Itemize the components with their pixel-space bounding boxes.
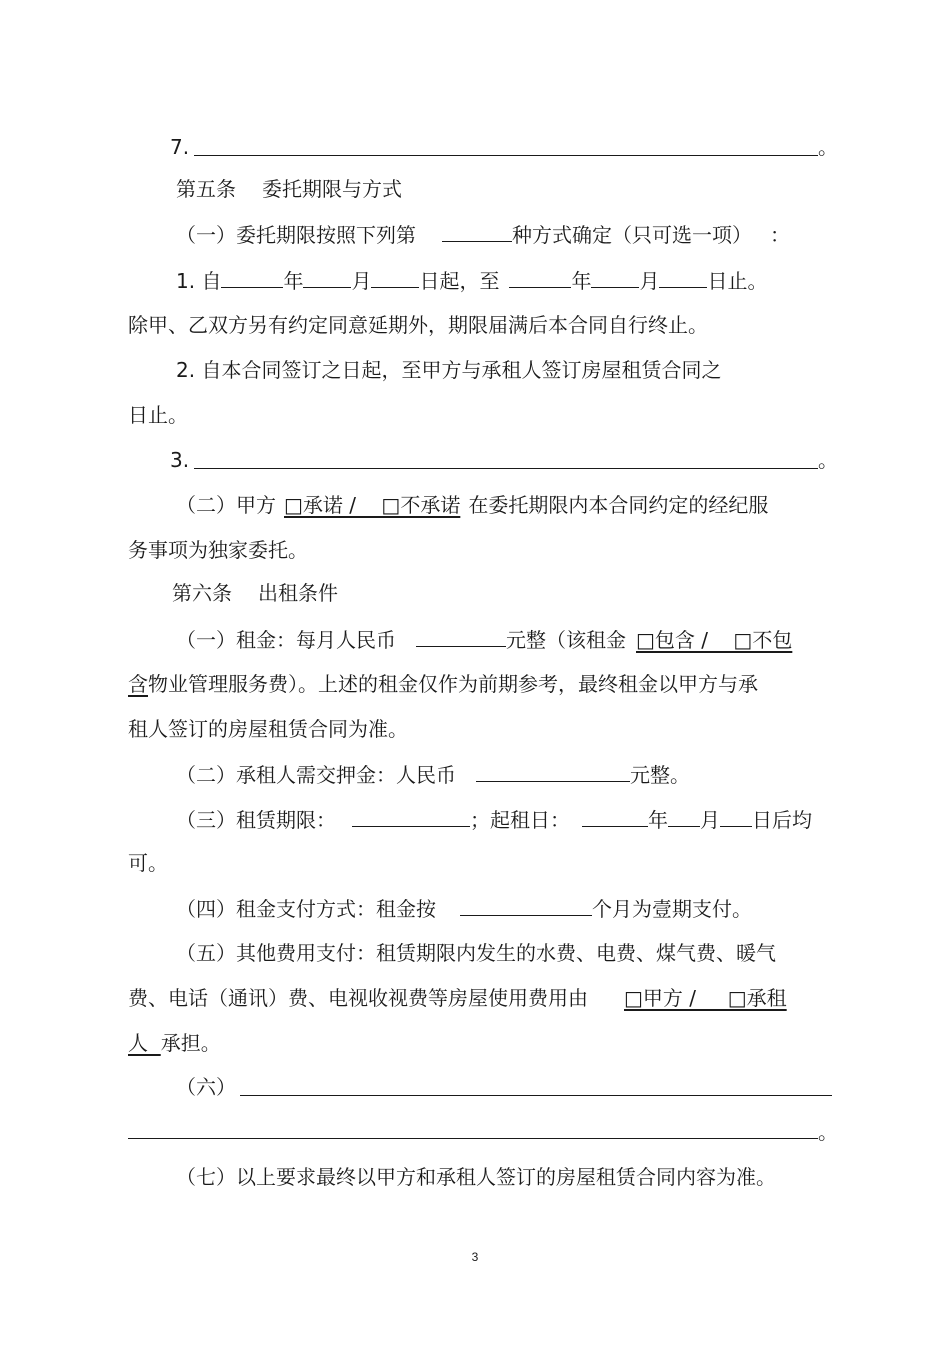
fill-in-blank: [659, 265, 707, 288]
option-choice: □承诺 / □不承诺: [284, 493, 461, 517]
fill-in-blank: [371, 265, 419, 288]
paragraph-line: 租人签订的房屋租赁合同为准。: [128, 717, 408, 741]
paragraph-line: （一）委托期限按照下列第 种方式确定（只可选一项） ：: [176, 219, 790, 249]
period-mark: 。: [818, 135, 838, 159]
paragraph-line: 费、电话（通讯）费、电视收视费等房屋使用费用由 □甲方 / □承租: [128, 986, 787, 1010]
fill-in-blank: [460, 893, 592, 916]
fill-in-blank: [240, 1095, 832, 1096]
paragraph-line: 日止。: [128, 403, 188, 427]
fill-in-blank: [476, 759, 630, 782]
fill-in-blank: [591, 265, 639, 288]
article-heading: 第六条 出租条件: [172, 581, 338, 605]
paragraph-line: （一）租金：每月人民币 元整（该租金 □包含 / □不包: [176, 624, 792, 654]
paragraph-line: （七）以上要求最终以甲方和承租人签订的房屋租赁合同内容为准。: [176, 1165, 776, 1189]
fill-in-blank: [509, 265, 571, 288]
paragraph-line: 1. 自 年 月 日起，至 年 月 日止。: [176, 265, 767, 295]
option-choice: 人: [128, 1031, 148, 1055]
fill-in-blank: [194, 155, 818, 156]
fill-in-blank: [442, 219, 512, 242]
fill-in-blank: [194, 468, 818, 469]
fill-in-blank: [582, 804, 648, 827]
fill-in-blank: [668, 804, 700, 827]
option-choice: 含: [128, 672, 148, 696]
article-heading: 第五条 委托期限与方式: [176, 177, 402, 201]
clause-line-7: [170, 132, 189, 162]
item-number: 3.: [170, 448, 190, 472]
paragraph-line: 人 承担。: [128, 1031, 221, 1055]
fill-in-blank: [303, 265, 351, 288]
paragraph-line: 除甲、乙双方另有约定同意延期外，期限届满后本合同自行终止。: [128, 313, 708, 337]
period-mark: 。: [818, 1120, 838, 1144]
fill-in-blank: [416, 624, 506, 647]
period-mark: 。: [818, 448, 838, 472]
paragraph-line: （四）租金支付方式：租金按 个月为壹期支付。: [176, 893, 752, 923]
paragraph-line: 2. 自本合同签订之日起，至甲方与承租人签订房屋租赁合同之: [176, 358, 722, 382]
paragraph-line: （三）租赁期限： ；起租日： 年 月 日后均: [176, 804, 812, 834]
page-number: 3: [471, 1250, 479, 1264]
option-choice: □包含 / □不包: [636, 628, 793, 652]
paragraph-line: （二）甲方 □承诺 / □不承诺 在委托期限内本合同约定的经纪服: [176, 493, 769, 517]
paragraph-line: （二）承租人需交押金：人民币 元整。: [176, 759, 690, 789]
item-number: 7.: [170, 135, 190, 159]
paragraph-line: （五）其他费用支付：租赁期限内发生的水费、电费、煤气费、暖气: [176, 941, 776, 965]
fill-in-blank: [720, 804, 752, 827]
paragraph-line: （六）: [176, 1075, 236, 1099]
fill-in-blank: [128, 1138, 818, 1139]
option-choice: □甲方 / □承租: [624, 986, 787, 1010]
paragraph-line: 可。: [128, 851, 168, 875]
fill-in-blank: [352, 804, 470, 827]
paragraph-line: 含物业管理服务费）。上述的租金仅作为前期参考，最终租金以甲方与承: [128, 672, 758, 696]
paragraph-line: 务事项为独家委托。: [128, 538, 308, 562]
fill-in-blank: [221, 265, 283, 288]
